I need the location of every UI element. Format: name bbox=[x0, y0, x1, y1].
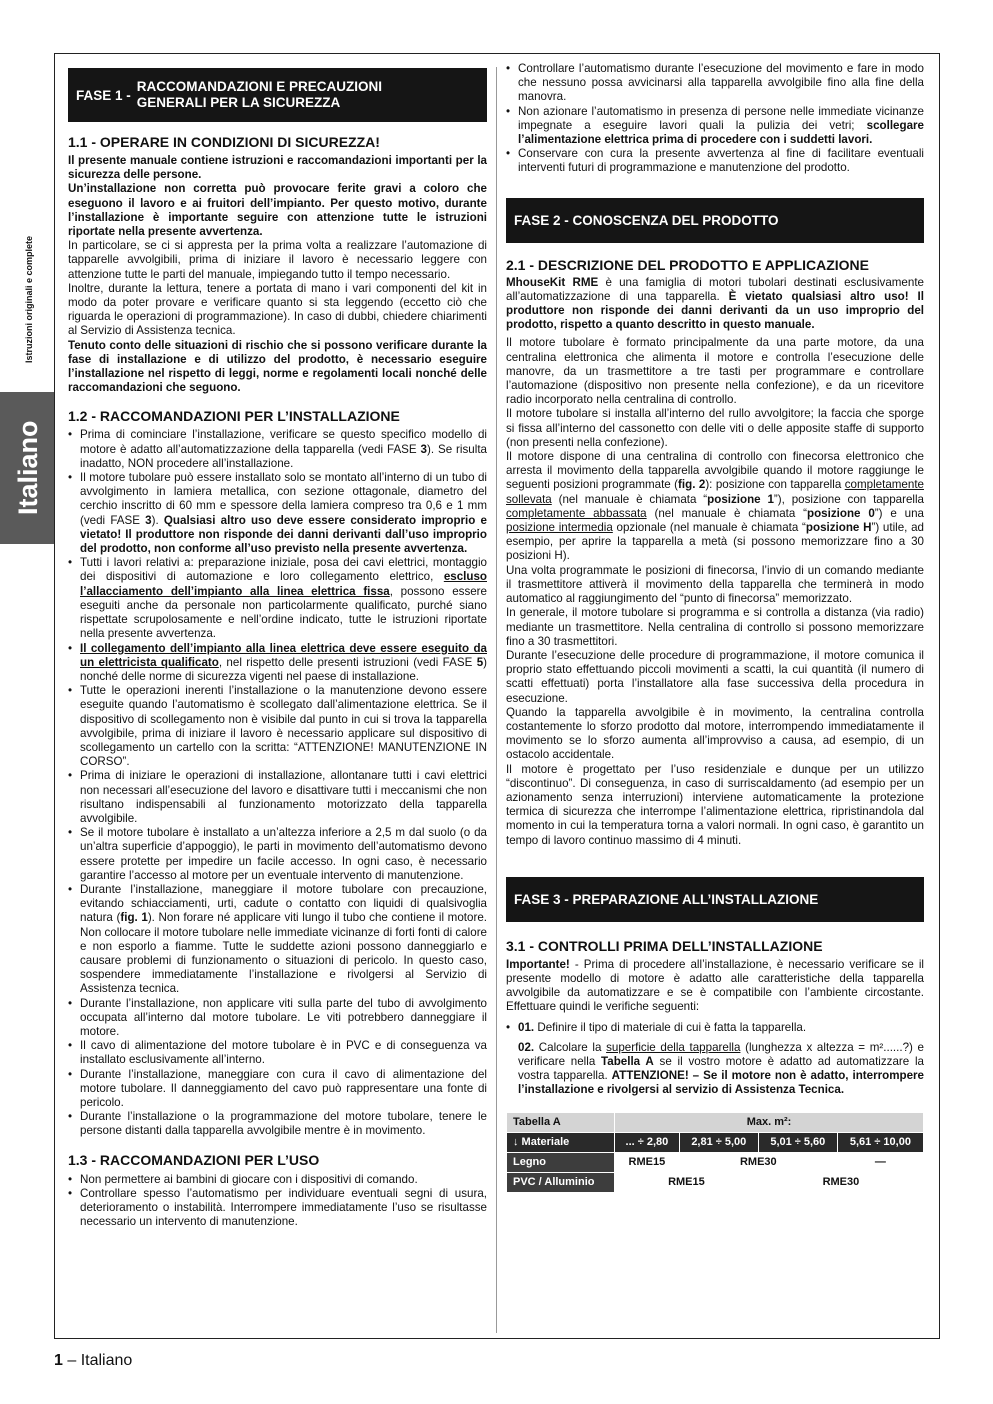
table-cell: RME15 bbox=[615, 1152, 680, 1172]
s11-bold-1: Il presente manuale contiene istruzioni e raccomandazioni importanti per la sicurezza delle persone. bbox=[68, 154, 487, 182]
s31-intro: Importante! - Prima di procedere all’installazione, è necessario verificare se il presente modello di motore è adatto alle caratteristiche della tapparella avvolgibile da automatizzare e se è compatibile con l’ambiente circostante. Effettuare quindi le verifiche seguenti: bbox=[506, 957, 924, 1014]
step-02: 02. Calcolare la superficie della tapparella (lunghezza x altezza = m²......?) e verificare nella Tabella A se il vostro motore è adatto ad automatizzare la vostra tapparella. ATTENZIONE! – Se il motore non è adatto, interrompere l’installazione e rivolgersi al servizio di Assistenza Tecnica. bbox=[518, 1040, 924, 1097]
table-row bbox=[507, 1132, 924, 1152]
table-cell: RME30 bbox=[679, 1152, 837, 1172]
s21-paragraph-2: Il motore tubolare si installa all’interno del rullo avvolgitore; la faccia che sporge si fissa all’interno del cassonetto con delle viti o delle apposite staffe di supporto (non presenti nella confezione). bbox=[506, 407, 924, 449]
table-material-header: ↓ Materiale bbox=[507, 1132, 615, 1152]
list-item: • Controllare l’automatismo durante l’esecuzione del movimento e fare in modo che nessuno possa avvicinarsi alla tapparella avvolgibile fino alla fine della manovra. bbox=[506, 62, 924, 105]
table-range-4: 5,61 ÷ 10,00 bbox=[837, 1132, 923, 1152]
list-item: • Se il motore tubolare è installato a un’altezza inferiore a 2,5 m dal suolo (o da un’altra superficie d’appoggio), le parti in movimento dell’automatismo devono essere protette per impedire un facile accesso. In ogni caso, è necessario garantire l’accesso al motore per un eventuale intervento di manutenzione. bbox=[68, 826, 487, 883]
table-max-header: Max. m²: bbox=[615, 1112, 924, 1132]
table-title: Tabella A bbox=[507, 1112, 615, 1132]
column-divider bbox=[496, 67, 497, 1333]
page-number: 1 bbox=[54, 1352, 63, 1369]
table-row bbox=[507, 1112, 924, 1132]
list-item: • Non permettere ai bambini di giocare con i dispositivi di comando. bbox=[68, 1173, 487, 1187]
s21-paragraph-8: Il motore è progettato per l’uso residenziale e dunque per un utilizzo “discontinuo”. Di conseguenza, in caso di surriscaldamento (ad esempio per un azionamento senza interruzioni) interviene automaticamente la protezione termica di sicurezza che interrompe l’alimentazione elettrica, ripristinandola dal momento in cui la temperatura torna a valori normali. In ogni caso, è garantito un tempo di lavoro continuo massimo di 4 minuti. bbox=[506, 762, 924, 847]
s11-bold-3: Tenuto conto delle situazioni di rischio che si possono verificare durante la fase di installazione e di utilizzo del prodotto, è necessario eseguire l’installazione nel rispetto di leggi, norme e regolamenti locali nonché delle raccomandazioni che seguono. bbox=[68, 338, 487, 395]
table-range-1: ... ÷ 2,80 bbox=[615, 1132, 680, 1152]
language-tab-label: Italiano bbox=[13, 420, 43, 516]
s21-paragraph-6: Durante l’esecuzione delle procedure di programmazione, il motore comunica il proprio stato effettuando piccoli movimenti a scatti, la cui quantità (il numero di scatti effettuati) porta l’installatore alla fase successiva della procedura in esecuzione. bbox=[506, 648, 924, 705]
section-1-1-title: 1.1 - OPERARE IN CONDIZIONI DI SICUREZZA! bbox=[68, 134, 380, 150]
left-column bbox=[68, 62, 487, 1229]
fase2-header: FASE 2 - CONOSCENZA DEL PRODOTTO bbox=[506, 198, 924, 243]
s11-bold-2: Un’installazione non corretta può provocare ferite gravi a coloro che eseguono il lavoro e ai fruitori dell’impianto. Per questo motivo, durante l’installazione è importante seguire con attenzione tutte le istruzioni riportate nella presente avvertenza. bbox=[68, 182, 487, 239]
list-item: • Prima di iniziare le operazioni di installazione, allontanare tutti i cavi elettrici non necessari all’esecuzione del lavoro e disattivare tutti i meccanismi che non risultano indispensabili al funzionamento motorizzato della tapparella avvolgibile. bbox=[68, 769, 487, 826]
section-1-2-title: 1.2 - RACCOMANDAZIONI PER L’INSTALLAZIONE bbox=[68, 408, 400, 425]
section-1-3-title: 1.3 - RACCOMANDAZIONI PER L’USO bbox=[68, 1151, 320, 1168]
right-column bbox=[506, 62, 924, 1193]
footer-language: – Italiano bbox=[67, 1352, 133, 1369]
fase1-title-line2: GENERALI PER LA SICUREZZA bbox=[136, 95, 341, 110]
fase1-label: FASE 1 - bbox=[76, 87, 131, 103]
list-item: • Il cavo di alimentazione del motore tubolare è in PVC e di conseguenza va installato esclusivamente all’interno. bbox=[68, 1039, 487, 1067]
table-row-label: Legno bbox=[507, 1152, 615, 1172]
list-item: • Tutte le operazioni inerenti l’installazione o la manutenzione devono essere eseguite quando l’automatismo è scollegato dall’alimentazione elettrica. Se il dispositivo di scollegamento non è visibile dal punto in cui si trova la tapparella avvolgibile, prima di iniziare il lavoro è necessario applicare sul dispositivo di scollegamento un cartello con la scritta: “ATTENZIONE! MANUTENZIONE IN CORSO”. bbox=[68, 684, 487, 769]
list-item: • Tutti i lavori relativi a: preparazione iniziale, posa dei cavi elettrici, montaggio dei dispositivi di automazione e loro collegamento elettrico, escluso l’allacciamento dell’impianto alla linea elettrica fissa, possono essere eseguiti anche da personale non particolarmente qualificato, purché siano rispettate scrupolosamente e nell’ordine indicato, tutte le istruzioni riportate nella presente avvertenza. bbox=[68, 556, 487, 641]
s31-steps bbox=[506, 1021, 924, 1035]
table-range-3: 5,01 ÷ 5,60 bbox=[758, 1132, 837, 1152]
page-footer bbox=[54, 1352, 132, 1370]
s13-list bbox=[68, 1173, 487, 1230]
table-cell: RME30 bbox=[758, 1172, 923, 1192]
s21-intro: MhouseKit RME è una famiglia di motori tubolari destinati esclusivamente all’automatizzazione di una tapparella. È vietato qualsiasi altro uso! Il produttore non risponde dei danni derivanti da un uso improprio del prodotto, rispetto a quanto descritto in questo manuale. bbox=[506, 275, 924, 332]
fase1-header bbox=[68, 68, 487, 122]
table-a bbox=[506, 1112, 924, 1193]
s21-paragraph-4: Una volta programmate le posizioni di finecorsa, l’invio di un comando mediante il trasmettitore attiverà il movimento della tapparella che terminerà in modo automatico al raggiungimento del “punto di finecorsa” memorizzato. bbox=[506, 563, 924, 606]
list-item: • Non azionare l’automatismo in presenza di persone nelle immediate vicinanze impegnate a eseguire lavori quali la pulizia dei vetri; scollegare l’alimentazione elettrica prima di procedere con i suddetti lavori. bbox=[506, 105, 924, 148]
s11-paragraph-2: Inoltre, durante la lettura, tenere a portata di mano i vari componenti del kit in modo da poter provare e verificare quanto si sta leggendo (eccetto ciò che riguarda le operazioni di programmazione). In caso di dubbi, chiedere chiarimenti al Servizio di Assistenza tecnica. bbox=[68, 281, 487, 338]
fase1-title bbox=[137, 79, 382, 111]
list-item: • Durante l’installazione, non applicare viti sulla parte del tubo di avvolgimento occupata all’interno dal motore tubolare. Le viti potrebbero danneggiare il motore. bbox=[68, 997, 487, 1040]
list-item: • Durante l’installazione, maneggiare il motore tubolare con precauzione, evitando schiacciamenti, urti, cadute o contatto con liquidi di qualsivoglia natura (fig. 1). Non forare né applicare viti lungo il tubo che contiene il motore. Non collocare il motore tubolare nelle immediate vicinanze di forti fonti di calore e non esporlo a fiamme. Tutte le suddette azioni possono danneggiarlo e causare problemi di funzionamento o situazioni di pericolo. In questo caso, sospendere immediatamente l’installazione e rivolgersi al Servizio di Assistenza tecnica. bbox=[68, 883, 487, 997]
section-3-1-title: 3.1 - CONTROLLI PRIMA DELL’INSTALLAZIONE bbox=[506, 937, 823, 954]
s21-paragraph-7: Quando la tapparella avvolgibile è in movimento, la centralina controlla costantemente lo sforzo prodotto dal motore, interrompendo immediatamente il movimento se lo sforzo aumenta all’improvviso a causa, ad esempio, di un ostacolo accidentale. bbox=[506, 705, 924, 762]
list-item: • Durante l’installazione o la programmazione del motore tubolare, tenere le persone distanti dalla tapparella avvolgibile mentre è in movimento. bbox=[68, 1110, 487, 1138]
list-item: • Prima di cominciare l’installazione, verificare se questo specifico modello di motore è adatto all’automatizzazione della tapparella (vedi FASE 3). Se risulta inadatto, NON procedere all’installazione. bbox=[68, 428, 487, 471]
s21-paragraph-1: Il motore tubolare è formato principalmente da una parte motore, da una centralina elettronica che alimenta il motore e controlla l’esecuzione delle manovre, da un trasmettitore a tre tasti per programmare e controllare l’automazione (dispositivo non presente nella confezione), e da un ricevitore radio incorporato nella centralina di controllo. bbox=[506, 336, 924, 407]
list-item: • Conservare con cura la presente avvertenza al fine di facilitare eventuali interventi futuri di programmazione e manutenzione del prodotto. bbox=[506, 147, 924, 175]
fase1-title-line1: RACCOMANDAZIONI E PRECAUZIONI bbox=[136, 79, 383, 94]
s12-list bbox=[68, 428, 487, 1138]
list-item: • Il collegamento dell’impianto alla linea elettrica deve essere eseguito da un elettricista qualificato, nel rispetto delle presenti istruzioni (vedi FASE 5) nonché delle norme di sicurezza vigenti nel paese di installazione. bbox=[68, 642, 487, 685]
s21-paragraph-3: Il motore dispone di una centralina di controllo con finecorsa elettronico che arresta il movimento della tapparella avvolgibile quando il motore raggiunge le seguenti posizioni programmate (fig. 2): posizione con tapparella completamente sollevata (nel manuale è chiamata “posizione 1”), posizione con tapparella completamente abbassata (nel manuale è chiamata “posizione 0”) e una posizione intermedia opzionale (nel manuale è chiamata “posizione H”) utile, ad esempio, per aprire la tapparella a metà (si possono memorizzare fino a 30 posizioni H). bbox=[506, 450, 924, 563]
language-tab bbox=[0, 392, 54, 544]
list-item: • Il motore tubolare può essere installato solo se montato all’interno di un tubo di avvolgimento in lamiera metallica, con sezione ottagonale, diametro del cerchio inscritto di 60 mm e spessore della lamiera compreso tra 0,6 e 1 mm (vedi FASE 3). Qualsiasi altro uso deve essere considerato improprio e vietato! Il produttore non risponde dei danni derivanti dall’uso improprio del prodotto, non conforme all’uso previsto nella presente avvertenza. bbox=[68, 471, 487, 556]
list-item: • Controllare spesso l’automatismo per individuare eventuali segni di usura, deterioramento o instabilità. Interrompere immediatamente l’uso se risultasse necessario un intervento di manutenzione. bbox=[68, 1187, 487, 1230]
table-row bbox=[507, 1152, 924, 1172]
table-row bbox=[507, 1172, 924, 1192]
table-cell: RME15 bbox=[615, 1172, 759, 1192]
s13-list-continued bbox=[506, 62, 924, 176]
table-cell: — bbox=[837, 1152, 923, 1172]
section-2-1-title: 2.1 - DESCRIZIONE DEL PRODOTTO E APPLICAZIONE bbox=[506, 256, 870, 273]
side-note-original-instructions: Istruzioni originali e complete bbox=[24, 236, 34, 364]
step-01: • 01. Definire il tipo di materiale di cui è fatta la tapparella. bbox=[506, 1021, 924, 1035]
table-range-2: 2,81 ÷ 5,00 bbox=[679, 1132, 758, 1152]
list-item: • Durante l’installazione, maneggiare con cura il cavo di alimentazione del motore tubolare. Il danneggiamento del cavo può rappresentare una fonte di pericolo. bbox=[68, 1068, 487, 1111]
s11-paragraph-1: In particolare, se ci si appresta per la prima volta a realizzare l’automazione di tapparelle avvolgibili, prima di iniziare il lavoro è necessario leggere con attenzione tutte le parti del manuale, impiegando tutto il tempo necessario. bbox=[68, 239, 487, 281]
s21-paragraph-5: In generale, il motore tubolare si programma e si controlla a distanza (via radio) mediante un trasmettitore. Nella centralina di controllo si possono memorizzare fino a 30 trasmettitori. bbox=[506, 606, 924, 648]
fase3-header: FASE 3 - PREPARAZIONE ALL’INSTALLAZIONE bbox=[506, 877, 924, 922]
table-row-label: PVC / Alluminio bbox=[507, 1172, 615, 1192]
